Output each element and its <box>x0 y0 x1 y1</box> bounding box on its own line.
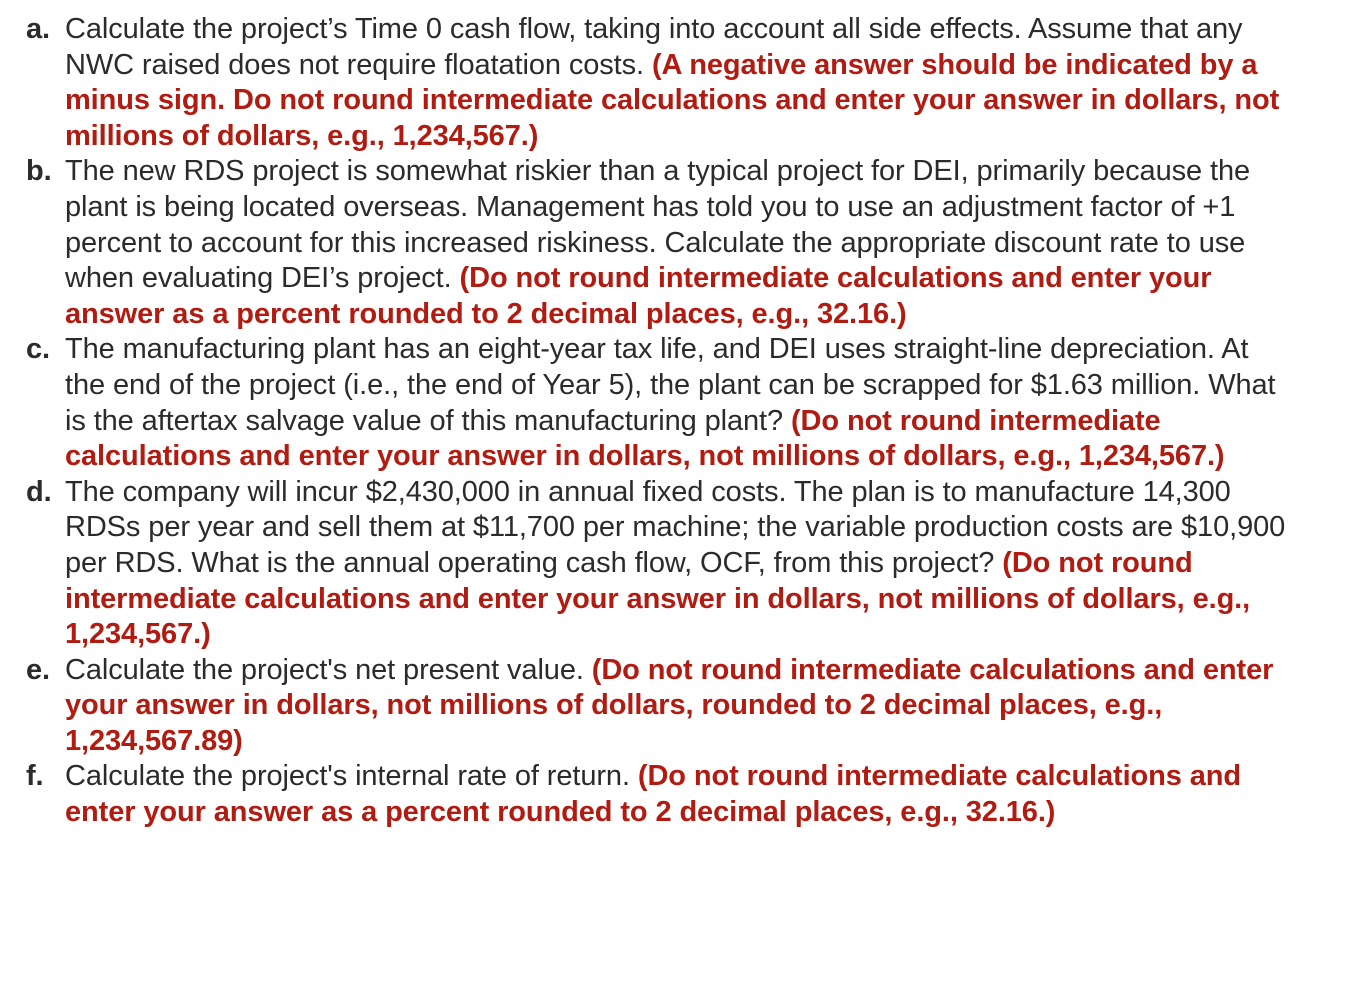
question-text: The manufacturing plant has an eight-year tax life, and DEI uses straight-line depreciation. At the end of the project (i.e., the end of Year 5), the plant can be scrapped for $1.63 million. What is the aftertax salvage value of this manufacturing plant? <box>65 333 1276 437</box>
question-text: Calculate the project's internal rate of return. <box>65 760 630 793</box>
question-c <box>26 332 1286 474</box>
question-letter: a. <box>26 13 50 45</box>
question-instruction: (Do not round intermediate calculations and enter your answer in dollars, not millions of dollars, e.g., 1,234,567.) <box>65 404 1225 473</box>
question-f <box>26 759 1286 830</box>
question-letter: e. <box>26 653 50 686</box>
question-text: The new RDS project is somewhat riskier than a typical project for DEI, primarily because the plant is being located overseas. Management has told you to use an adjustment factor of +1 percent to account for this increased riskiness. Calculate the appropriate discount rate to use when evaluating DEI’s project. <box>65 155 1251 295</box>
question-instruction: (Do not round intermediate calculations and enter your answer in dollars, not millions of dollars, rounded to 2 decimal places, e.g., 1,234,567.89) <box>65 653 1274 757</box>
question-instruction: (Do not round intermediate calculations and enter your answer as a percent rounded to 2 decimal places, e.g., 32.16.) <box>65 262 1212 330</box>
question-d <box>26 475 1286 653</box>
question-instruction: (A negative answer should be indicated by a minus sign. Do not round intermediate calculations and enter your answer in dollars, not millions of dollars, e.g., 1,234,567.) <box>65 48 1280 152</box>
question-b <box>26 154 1286 332</box>
question-letter: d. <box>26 475 52 508</box>
question-text: Calculate the project’s Time 0 cash flow, taking into account all side effects. Assume that any NWC raised does not require floatation costs. <box>65 13 1243 81</box>
question-instruction: (Do not round intermediate calculations and enter your answer in dollars, not millions of dollars, e.g., 1,234,567.) <box>65 546 1251 651</box>
question-letter: c. <box>26 333 50 366</box>
question-list <box>26 12 1286 831</box>
question-e <box>26 653 1286 760</box>
question-text: The company will incur $2,430,000 in annual fixed costs. The plan is to manufacture 14,300 RDSs per year and sell them at $11,700 per machine; the variable production costs are $10,900 per RDS. What is the annual operating cash flow, OCF, from this project? <box>65 475 1286 579</box>
question-text: Calculate the project's net present value. <box>65 653 584 686</box>
question-letter: b. <box>26 155 52 188</box>
question-a <box>26 12 1286 154</box>
question-letter: f. <box>26 760 44 793</box>
question-instruction: (Do not round intermediate calculations and enter your answer as a percent rounded to 2 decimal places, e.g., 32.16.) <box>65 760 1242 829</box>
